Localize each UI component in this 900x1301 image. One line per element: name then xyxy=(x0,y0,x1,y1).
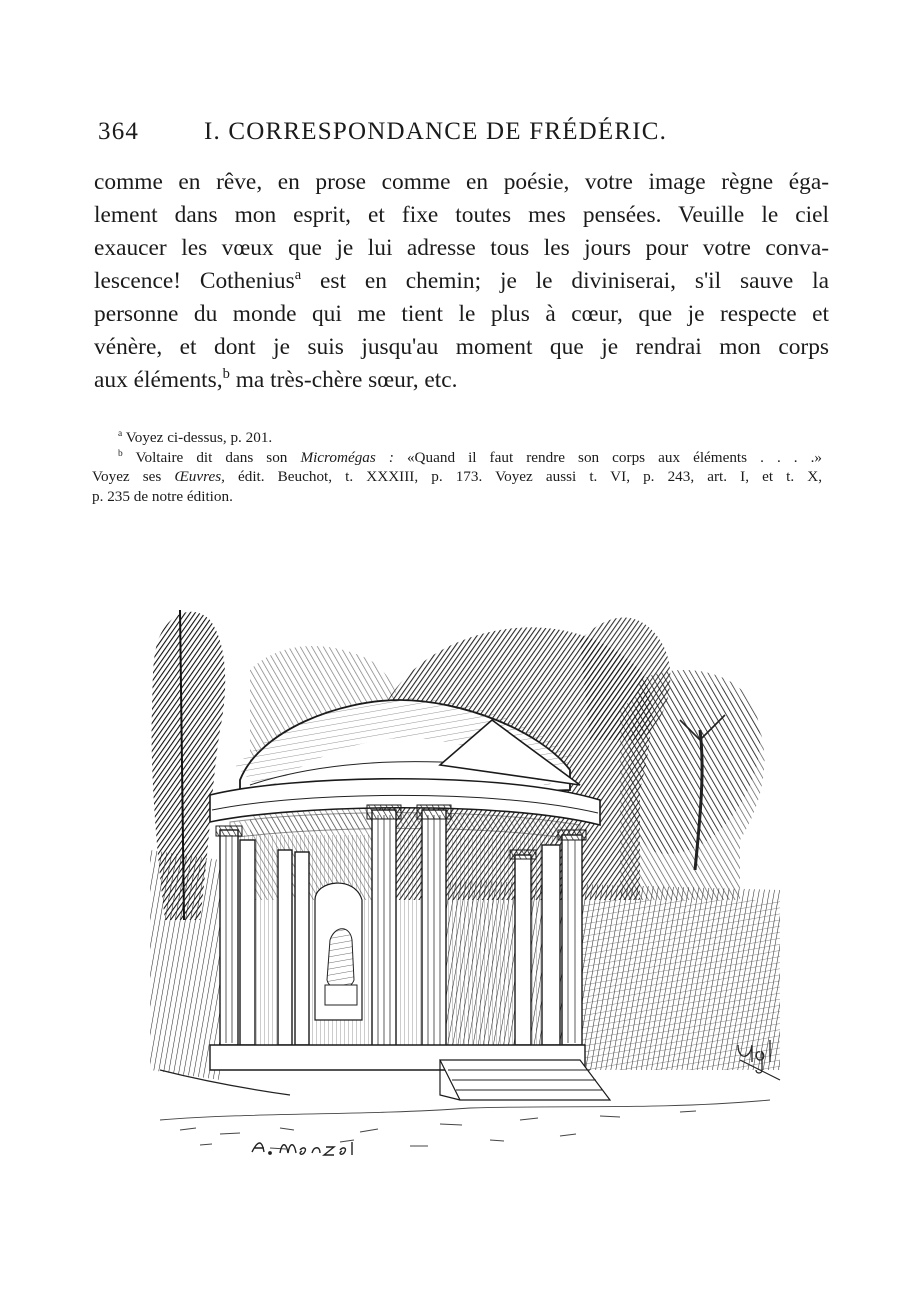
temple-engraving xyxy=(140,600,800,1180)
footnote-b-quote: «Quand il faut rendre son corps aux éléments . . . .» xyxy=(406,448,823,466)
footnote-b-work: Micromégas : xyxy=(300,448,394,466)
footnote-a-marker: a xyxy=(118,428,123,439)
body-line: lement dans mon esprit, et fixe toutes mes pensées. Veuille le ciel xyxy=(94,202,829,228)
right-tree xyxy=(628,670,760,870)
footnote-a xyxy=(92,428,822,448)
footnote-b-marker: b xyxy=(118,448,123,459)
body-line: exaucer les vœux que je lui adresse tous les jours pour votre conva- xyxy=(94,235,829,261)
note-marker-b: b xyxy=(222,366,230,383)
note-marker-a: a xyxy=(294,267,302,284)
footnote-b-prefix: Voltaire dit dans son xyxy=(135,448,288,466)
temple-engraving-drawing xyxy=(140,600,800,1180)
footnote-b-line2-rest: édit. Beuchot, t. XXXIII, p. 173. Voyez aussi t. VI, p. 243, art. I, et t. X, xyxy=(238,468,823,486)
body-line-part: aux éléments, xyxy=(94,367,223,393)
temple xyxy=(210,700,610,1100)
body-line-part: ma très-chère sœur, etc. xyxy=(229,367,458,393)
footnote-a-text: Voyez ci-dessus, p. 201. xyxy=(125,429,273,446)
body-paragraph xyxy=(94,166,829,397)
footnote-b-line2 xyxy=(92,467,822,487)
footnote-b-oeuvres: Œuvres, xyxy=(174,468,225,486)
footnotes xyxy=(92,428,822,506)
running-title: I. CORRESPONDANCE DE FRÉDÉRIC. xyxy=(204,118,668,145)
body-line-with-note-b xyxy=(94,364,829,397)
footnote-b-line3: p. 235 de notre édition. xyxy=(92,487,233,505)
body-line: vénère, et dont je suis jusqu'au moment que je rendrai mon corps xyxy=(94,334,829,360)
page-number: 364 xyxy=(98,118,140,145)
body-line-with-note-a xyxy=(94,265,829,298)
body-line: personne du monde qui me tient le plus à cœur, que je respecte et xyxy=(94,301,829,327)
body-line-part: lescence! Cothenius xyxy=(94,268,295,294)
body-line-part: est en chemin; je le diviniserai, s'il sauve la xyxy=(301,268,829,294)
footnote-b-line2-prefix: Voyez ses xyxy=(92,468,162,486)
footnote-b xyxy=(92,448,822,468)
body-line: comme en rêve, en prose comme en poésie, votre image règne éga- xyxy=(94,169,829,195)
running-header xyxy=(98,118,738,152)
artist-signature xyxy=(252,1142,352,1155)
